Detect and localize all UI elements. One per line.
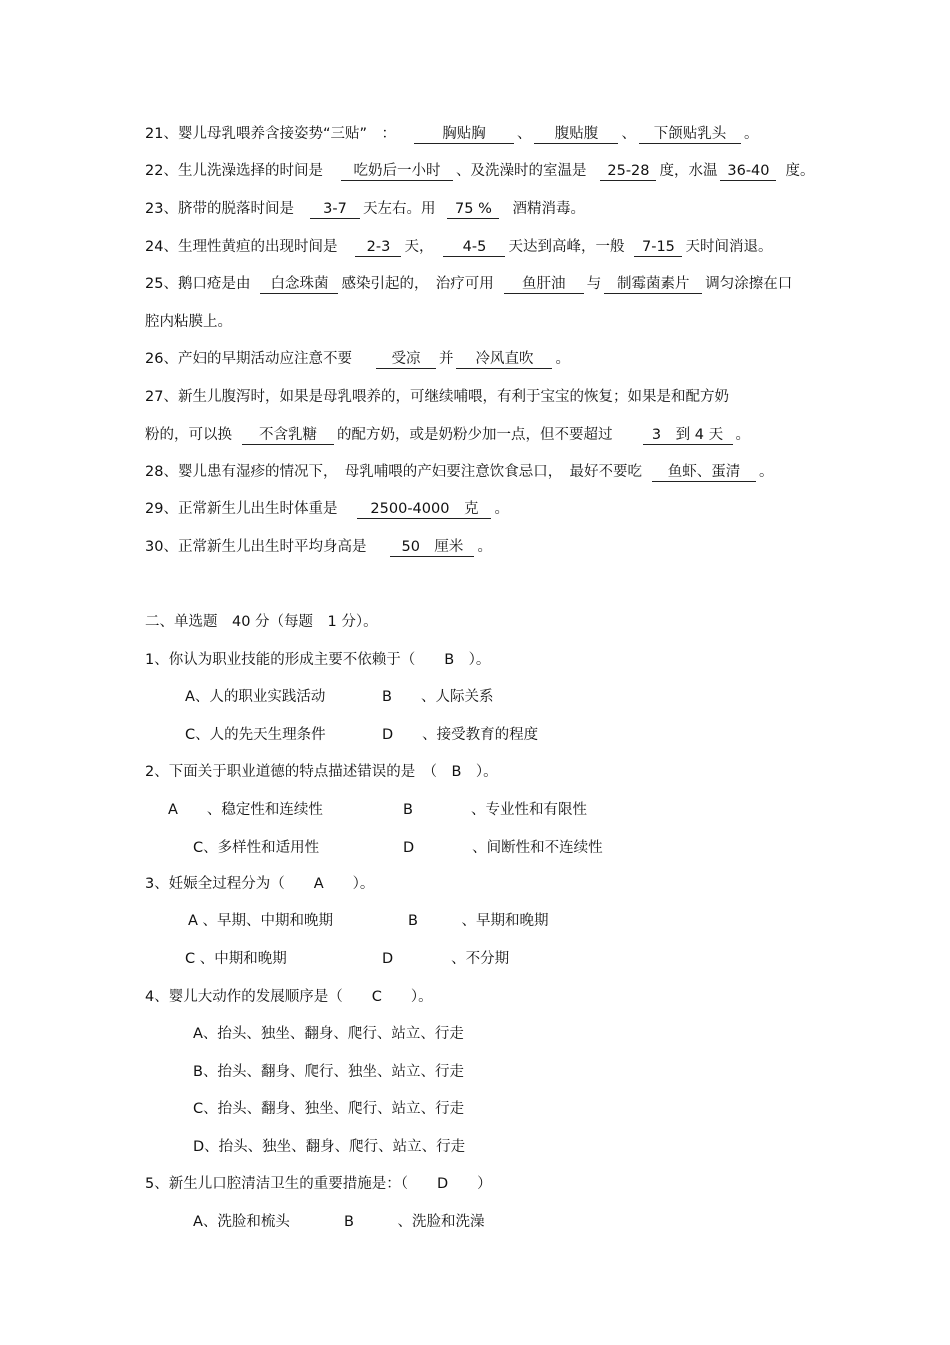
fill-item-29: 29、正常新生儿出生时体重是 2500-4000 克 。: [145, 501, 509, 517]
question-stem: 1、你认为职业技能的形成主要不依赖于（ B ）。: [145, 652, 491, 668]
answer-blank: 胸贴胸: [414, 125, 514, 144]
answer-blank: 3-7: [310, 200, 360, 219]
fill-item-26: 26、产妇的早期活动应注意不要 受凉 并 冷风直吹 。: [145, 351, 570, 367]
answer-blank: 50 厘米: [390, 538, 474, 557]
fill-item-25: 25、鹅口疮是由 白念珠菌 感染引起的， 治疗可用 鱼肝油 与 制霉菌素片 调匀涂擦在口: [145, 276, 793, 292]
answer-blank: 腹贴腹: [534, 125, 618, 144]
answer-blank: 75 %: [447, 200, 499, 219]
answer-blank: 3 到 4 天: [643, 426, 733, 445]
option-d: D 、间断性和不连续性: [403, 840, 603, 856]
option-b: B 、人际关系: [382, 689, 494, 705]
fill-item-28: 28、婴儿患有湿疹的情况下， 母乳哺喂的产妇要注意饮食忌口， 最好不要吃 鱼虾、蛋清 。: [145, 464, 774, 480]
answer-blank: 鱼肝油: [504, 275, 584, 294]
option-b: B 、早期和晚期: [408, 913, 549, 929]
answer-blank: 制霉菌素片: [604, 275, 702, 294]
fill-item-23: 23、脐带的脱落时间是 3-7 天左右。用 75 % 酒精消毒。: [145, 201, 585, 217]
fill-item-21: 21、婴儿母乳喂养含接姿势“三贴” ： 胸贴胸 、 腹贴腹 、 下颌贴乳头 。: [145, 126, 759, 142]
option-c: C、多样性和适用性: [193, 840, 320, 856]
answer-blank: 7-15: [634, 238, 682, 257]
answer-blank: 白念珠菌: [260, 275, 338, 294]
option-d: D 、不分期: [382, 951, 510, 967]
fill-item-25-cont: 腔内粘膜上。: [145, 314, 232, 330]
option-b: B 、专业性和有限性: [403, 802, 587, 818]
answer-blank: 不含乳糖: [242, 426, 334, 445]
fill-item-30: 30、正常新生儿出生时平均身高是 50 厘米 。: [145, 539, 492, 555]
answer-blank: 36-40: [720, 162, 776, 181]
option-d: D、抬头、独坐、翻身、爬行、站立、行走: [193, 1139, 466, 1155]
fill-item-27-cont: 粉的，可以换 不含乳糖 的配方奶，或是奶粉少加一点，但不要超过 3 到 4 天 。: [145, 427, 750, 443]
option-d: D 、接受教育的程度: [382, 727, 539, 743]
option-a: A、洗脸和梳头: [193, 1214, 290, 1230]
option-a: A、人的职业实践活动: [185, 689, 326, 705]
answer-blank: 受凉: [376, 350, 436, 369]
option-b: B 、洗脸和洗澡: [344, 1214, 485, 1230]
answer-blank: 25-28: [600, 162, 656, 181]
answer-blank: 下颌贴乳头: [639, 125, 741, 144]
option-a: A 、稳定性和连续性: [168, 802, 323, 818]
answer-blank: 2500-4000 克: [357, 500, 491, 519]
fill-item-22: 22、生儿洗澡选择的时间是 吃奶后一小时 、及洗澡时的室温是 25-28 度，水温 36-40 度。: [145, 163, 815, 179]
question-stem: 5、新生儿口腔清洁卫生的重要措施是：（ D ）: [145, 1176, 492, 1192]
fill-item-27: 27、新生儿腹泻时，如果是母乳喂养的，可继续哺喂，有利于宝宝的恢复；如果是和配方奶: [145, 389, 729, 405]
question-stem: 4、婴儿大动作的发展顺序是（ C ）。: [145, 989, 433, 1005]
question-stem: 3、妊娠全过程分为（ A ）。: [145, 876, 375, 892]
option-a: A、抬头、独坐、翻身、爬行、站立、行走: [193, 1026, 464, 1042]
option-b: B、抬头、翻身、爬行、独坐、站立、行走: [193, 1064, 464, 1080]
answer-blank: 鱼虾、蛋清: [652, 463, 756, 482]
answer-blank: 2-3: [355, 238, 401, 257]
option-c: C、人的先天生理条件: [185, 727, 326, 743]
section-heading: 二、单选题 40 分（每题 1 分）。: [145, 614, 378, 630]
answer-blank: 冷风直吹: [456, 350, 552, 369]
answer-blank: 吃奶后一小时: [341, 162, 453, 181]
option-c: C 、中期和晚期: [185, 951, 287, 967]
question-stem: 2、下面关于职业道德的特点描述错误的是 （ B ）。: [145, 764, 498, 780]
option-c: C、抬头、翻身、独坐、爬行、站立、行走: [193, 1101, 465, 1117]
fill-item-24: 24、生理性黄疸的出现时间是 2-3 天， 4-5 天达到高峰，一般 7-15 天时间消退。: [145, 239, 773, 255]
option-a: A 、早期、中期和晚期: [188, 913, 334, 929]
answer-blank: 4-5: [443, 238, 505, 257]
